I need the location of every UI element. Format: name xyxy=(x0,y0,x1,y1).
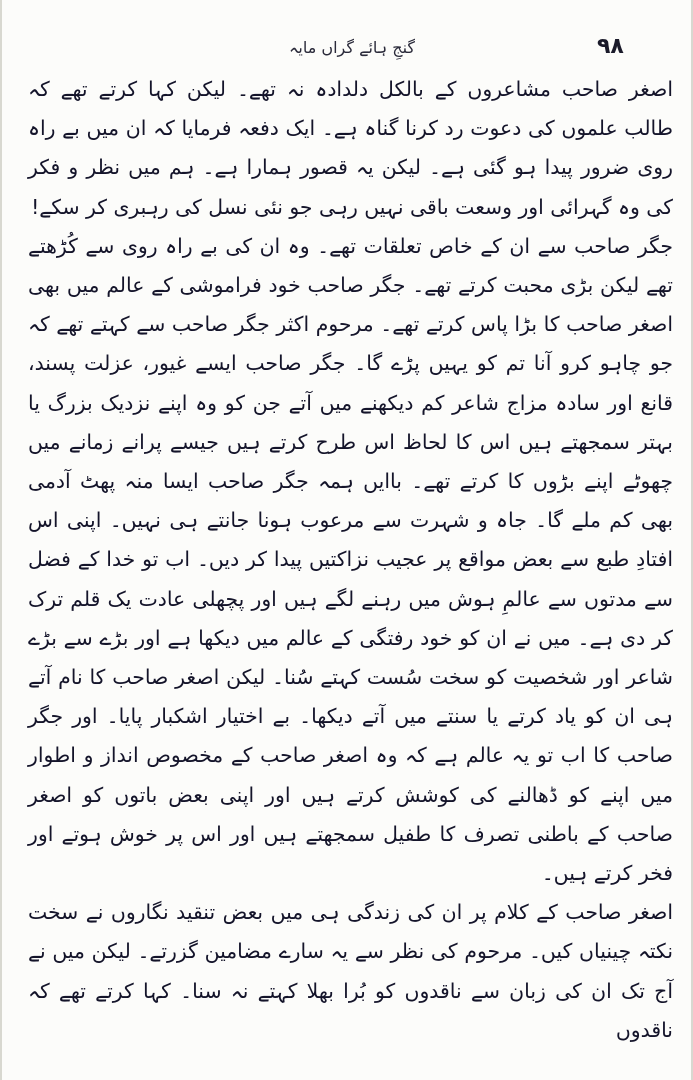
paragraph-3: اصغر صاحب کے کلام پر ان کی زندگی ہی میں بعض تنقید نگاروں نے سخت نکتہ چینیاں کیں۔ مرحوم کی نظر سے یہ سارے مضامین گزرتے۔ لیکن میں نے آج تک ان کی زبان سے ناقدوں کو بُرا بھلا کہتے نہ سنا۔ کہا کرتے تھے کہ ناقدوں xyxy=(28,900,673,1042)
paragraph-2: جگر صاحب سے ان کے خاص تعلقات تھے۔ وہ ان کی بے راہ روی سے کُڑھتے تھے لیکن بڑی محبت کرتے تھے۔ جگر صاحب خود فراموشی کے عالم میں بھی اصغر صاحب کا بڑا پاس کرتے تھے۔ مرحوم اکثر جگر صاحب سے کہتے تھے کہ جو چاہو کرو آنا تم کو یہیں پڑے گا۔ جگر صاحب ایسے غیور، عزلت پسند، قانع اور سادہ مزاج شاعر کم دیکھنے میں آتے جن کو وہ اپنے نزدیک بزرگ یا بہتر سمجھتے ہیں اس کا لحاظ اس طرح کرتے ہیں جیسے پرانے زمانے میں چھوٹے اپنے بڑوں کا کرتے تھے۔ باایں ہمہ جگر صاحب ایسا منہ پھٹ آدمی بھی کم ملے گا۔ جاہ و شہرت سے مرعوب ہونا جانتے ہی نہیں۔ اپنی اس افتادِ طبع سے بعض مواقع پر عجیب نزاکتیں پیدا کر دیں۔ اب تو خدا کے فضل سے مدتوں سے عالمِ ہوش میں رہنے لگے ہیں اور پچھلی عادت یک قلم ترک کر دی ہے۔ میں نے ان کو خود رفتگی کے عالم میں دیکھا ہے اور بڑے سے بڑے شاعر اور شخصیت کو سخت سُست کہتے سُنا۔ لیکن اصغر صاحب کا نام آتے ہی ان کو یاد کرتے یا سنتے میں آتے دیکھا۔ بے اختیار اشکبار پایا۔ اور جگر صاحب کا اب تو یہ عالم ہے کہ وہ اصغر صاحب کے مخصوص انداز و اطوار میں اپنے کو ڈھالنے کی کوشش کرتے ہیں اور اپنی بعض باتوں کو اصغر صاحب کے باطنی تصرف کا طفیل سمجھتے ہیں اور اس پر خوش ہوتے اور فخر کرتے ہیں۔ xyxy=(28,233,673,886)
paragraph-1: اصغر صاحب مشاعروں کے بالکل دلدادہ نہ تھے۔ لیکن کہا کرتے تھے کہ طالب علموں کی دعوت رد کرنا گناہ ہے۔ ایک دفعہ فرمایا کہ ان میں بے راہ روی ضرور پیدا ہو گئی ہے۔ لیکن یہ قصور ہمارا ہے۔ ہم میں نظر و فکر کی وہ گہرائی اور وسعت باقی نہیں رہی جو نئی نسل کی رہبری کر سکے! xyxy=(28,77,673,219)
running-title: گنجِ ہائے گراں مایہ xyxy=(288,38,416,57)
page-number: ۹۸ xyxy=(597,34,624,59)
page-header xyxy=(2,28,693,68)
body-text xyxy=(28,70,673,1050)
